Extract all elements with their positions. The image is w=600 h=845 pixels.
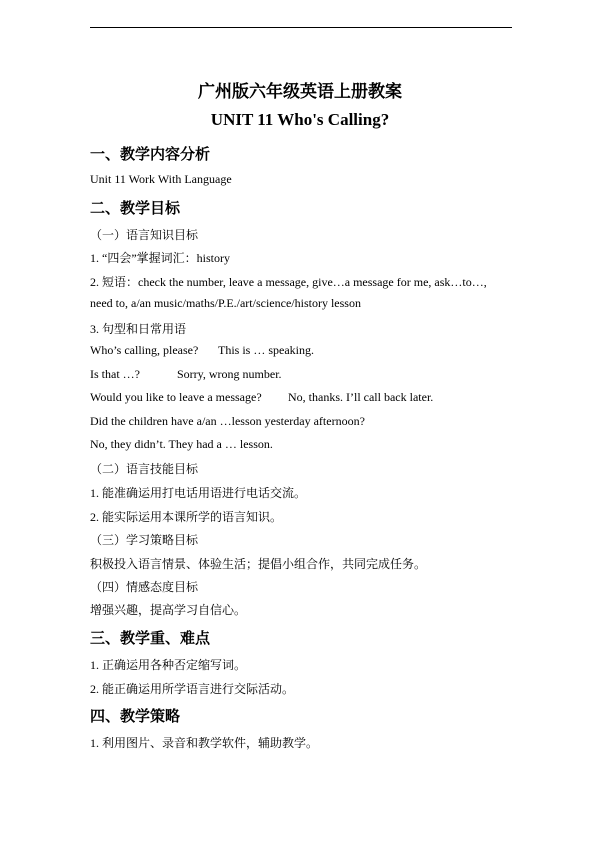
skill-item: 1. 能准确运用打电话用语进行电话交流。 [90, 486, 307, 500]
section-heading-content-analysis: 一、教学内容分析 [90, 147, 211, 163]
unit-title: UNIT 11 Who's Calling? [210, 110, 390, 129]
knowledge-item-phrases-line1: 2. 短语：check the number, leave a message, give…a message for me, ask…to…, [90, 275, 487, 289]
dialogue-question: Is that …? [90, 367, 140, 381]
knowledge-item-vocabulary: 1. “四会”掌握词汇：history [90, 251, 230, 265]
content-analysis-text: Unit 11 Work With Language [90, 172, 232, 186]
teaching-strategy-item: 1. 利用图片、录音和教学软件，辅助教学。 [90, 736, 319, 750]
attitude-text: 增强兴趣，提高学习自信心。 [90, 603, 247, 617]
dialogue-question: Would you like to leave a message? [90, 390, 262, 404]
dialogue-answer: No, thanks. I’ll call back later. [288, 390, 434, 404]
header-rule [90, 27, 512, 28]
subheading-strategy-objectives: （三）学习策略目标 [90, 533, 199, 547]
knowledge-item-phrases-line2: need to, a/an music/maths/P.E./art/science/history lesson [90, 296, 361, 310]
section-heading-key-points: 三、教学重、难点 [90, 631, 211, 647]
dialogue-line [90, 390, 433, 405]
dialogue-line [90, 367, 282, 382]
dialogue-line [90, 343, 314, 358]
dialogue-question: Who’s calling, please? [90, 343, 199, 357]
document-title: 广州版六年级英语上册教案 [198, 82, 402, 101]
dialogue-answer: Sorry, wrong number. [177, 367, 282, 381]
dialogue-line: No, they didn’t. They had a … lesson. [90, 437, 273, 451]
subheading-knowledge-objectives: （一）语言知识目标 [90, 228, 199, 242]
section-heading-objectives: 二、教学目标 [90, 201, 181, 217]
section-heading-teaching-strategy: 四、教学策略 [90, 709, 181, 725]
key-point-item: 2. 能正确运用所学语言进行交际活动。 [90, 682, 295, 696]
key-point-item: 1. 正确运用各种否定缩写词。 [90, 658, 247, 672]
dialogue-answer: This is … speaking. [218, 343, 314, 357]
strategy-text: 积极投入语言情景、体验生活；提倡小组合作，共同完成任务。 [90, 557, 427, 571]
knowledge-item-sentences: 3. 句型和日常用语 [90, 322, 187, 336]
subheading-attitude-objectives: （四）情感态度目标 [90, 580, 199, 594]
dialogue-line: Did the children have a/an …lesson yesterday afternoon? [90, 414, 365, 428]
skill-item: 2. 能实际运用本课所学的语言知识。 [90, 510, 283, 524]
subheading-skill-objectives: （二）语言技能目标 [90, 462, 199, 476]
